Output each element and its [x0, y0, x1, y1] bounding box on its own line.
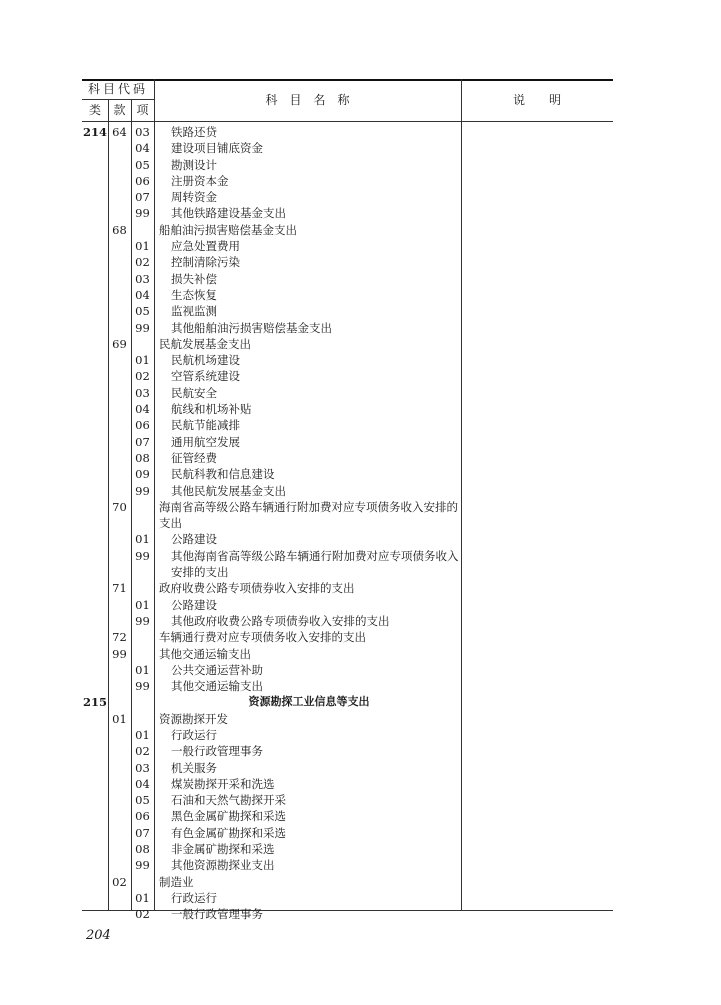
cell-xiang: 04	[135, 287, 150, 302]
cell-subject-name: 公路建设	[171, 597, 217, 612]
cell-kuan: 72	[112, 630, 127, 645]
table-row	[82, 727, 613, 743]
table-row	[82, 352, 613, 368]
cell-subject-name: 其他交通运输支出	[171, 679, 263, 694]
cell-xiang: 99	[135, 206, 150, 221]
cell-xiang: 01	[135, 239, 150, 254]
table-row	[82, 417, 613, 433]
cell-xiang: 05	[135, 157, 150, 172]
cell-xiang: 08	[135, 450, 150, 465]
cell-subject-name: 民航机场建设	[171, 353, 240, 368]
cell-xiang: 09	[135, 467, 150, 482]
cell-subject-name: 石油和天然气勘探开采	[171, 793, 286, 808]
cell-xiang: 08	[135, 842, 150, 857]
cell-xiang: 07	[135, 825, 150, 840]
cell-xiang: 06	[135, 809, 150, 824]
table-row	[82, 613, 613, 629]
cell-kuan: 99	[112, 646, 127, 661]
cell-subject-name: 控制清除污染	[171, 255, 240, 270]
table-row	[82, 906, 613, 922]
table-row	[82, 222, 613, 238]
table-row	[82, 140, 613, 156]
table-row	[82, 890, 613, 906]
table-row	[82, 597, 613, 613]
cell-subject-name: 海南省高等级公路车辆通行附加费对应专项债务收入安排的支出	[159, 499, 458, 531]
cell-subject-name: 民航安全	[171, 385, 217, 400]
cell-xiang: 01	[135, 890, 150, 905]
cell-xiang: 99	[135, 320, 150, 335]
table-row	[82, 483, 613, 499]
cell-kuan: 64	[112, 125, 127, 139]
cell-xiang: 01	[135, 662, 150, 677]
table-row	[82, 303, 613, 319]
cell-subject-name: 非金属矿勘探和采选	[171, 842, 275, 857]
cell-subject-name: 其他政府收费公路专项债券收入安排的支出	[171, 613, 390, 628]
table-row	[82, 287, 613, 303]
cell-xiang: 01	[135, 727, 150, 742]
cell-subject-name: 行政运行	[171, 727, 217, 742]
cell-xiang: 07	[135, 434, 150, 449]
cell-subject-name: 周转资金	[171, 190, 217, 205]
cell-subject-name: 政府收费公路专项债券收入安排的支出	[159, 581, 355, 596]
table-row	[82, 548, 613, 581]
table-row	[82, 385, 613, 401]
cell-xiang: 99	[135, 548, 150, 563]
cell-subject-name: 其他资源勘探业支出	[171, 858, 275, 873]
cell-subject-name: 监视监测	[171, 304, 217, 319]
table-row	[82, 336, 613, 352]
table-row	[82, 450, 613, 466]
cell-subject-name: 民航科教和信息建设	[171, 467, 275, 482]
table-top-rule	[82, 79, 613, 81]
table-row	[82, 531, 613, 547]
table-row	[82, 254, 613, 270]
cell-subject-name: 其他交通运输支出	[159, 646, 251, 661]
cell-subject-name: 黑色金属矿勘探和采选	[171, 809, 286, 824]
cell-subject-name: 生态恢复	[171, 287, 217, 302]
cell-xiang: 03	[135, 385, 150, 400]
cell-subject-name: 资源勘探开发	[159, 711, 228, 726]
header-note: 说 明	[512, 93, 561, 107]
table-body	[82, 124, 613, 923]
table-row	[82, 173, 613, 189]
table-row	[82, 694, 613, 710]
table-row	[82, 124, 613, 140]
table-row	[82, 368, 613, 384]
table-row	[82, 874, 613, 890]
cell-subject-name: 征管经费	[171, 450, 217, 465]
cell-xiang: 02	[135, 744, 150, 759]
header-lei: 类	[88, 103, 101, 117]
table-row	[82, 580, 613, 596]
cell-subject-name: 公共交通运营补助	[171, 662, 263, 677]
table-row	[82, 792, 613, 808]
cell-xiang: 02	[135, 255, 150, 270]
cell-subject-name: 通用航空发展	[171, 434, 240, 449]
table-row	[82, 760, 613, 776]
cell-subject-name: 其他铁路建设基金支出	[171, 206, 286, 221]
cell-xiang: 07	[135, 190, 150, 205]
table-row	[82, 776, 613, 792]
cell-xiang: 05	[135, 304, 150, 319]
cell-xiang: 99	[135, 679, 150, 694]
table-row	[82, 743, 613, 759]
table-row	[82, 401, 613, 417]
table-row	[82, 205, 613, 221]
cell-subject-name: 建设项目铺底资金	[171, 141, 263, 156]
table-row	[82, 678, 613, 694]
header-xiang: 项	[136, 103, 149, 117]
table-row	[82, 711, 613, 727]
table-row	[82, 238, 613, 254]
cell-xiang: 01	[135, 353, 150, 368]
cell-xiang: 02	[135, 907, 150, 922]
cell-subject-name: 勘测设计	[171, 157, 217, 172]
cell-subject-name: 资源勘探工业信息等支出	[248, 695, 370, 709]
cell-subject-name: 有色金属矿勘探和采选	[171, 825, 286, 840]
cell-subject-name: 民航发展基金支出	[159, 336, 251, 351]
table-row	[82, 434, 613, 450]
cell-subject-name: 行政运行	[171, 890, 217, 905]
cell-subject-name: 空管系统建设	[171, 369, 240, 384]
cell-kuan: 68	[112, 222, 127, 237]
cell-subject-name: 铁路还贷	[171, 125, 217, 139]
table-row	[82, 157, 613, 173]
cell-subject-name: 其他民航发展基金支出	[171, 483, 286, 498]
cell-xiang: 03	[135, 125, 150, 139]
table-row	[82, 320, 613, 336]
cell-xiang: 03	[135, 271, 150, 286]
header-bottom-rule	[82, 121, 613, 122]
table-row	[82, 662, 613, 678]
header-name: 科 目 名 称	[265, 93, 350, 107]
cell-subject-name: 公路建设	[171, 532, 217, 547]
cell-subject-name: 民航节能减排	[171, 418, 240, 433]
cell-subject-name: 船舶油污损害赔偿基金支出	[159, 222, 297, 237]
cell-subject-name: 损失补偿	[171, 271, 217, 286]
cell-xiang: 04	[135, 141, 150, 156]
table-row	[82, 825, 613, 841]
cell-xiang: 03	[135, 760, 150, 775]
cell-xiang: 99	[135, 483, 150, 498]
cell-xiang: 04	[135, 776, 150, 791]
cell-xiang: 06	[135, 418, 150, 433]
header-kuan: 款	[113, 103, 126, 117]
subject-code-table	[82, 79, 613, 922]
table-row	[82, 466, 613, 482]
cell-xiang: 01	[135, 532, 150, 547]
cell-subject-name: 应急处置费用	[171, 239, 240, 254]
cell-subject-name: 机关服务	[171, 760, 217, 775]
cell-kuan: 02	[112, 874, 127, 889]
header-code: 科目代码	[87, 82, 148, 96]
cell-lei: 215	[82, 695, 107, 710]
cell-xiang: 02	[135, 369, 150, 384]
table-row	[82, 271, 613, 287]
cell-subject-name: 一般行政管理事务	[171, 744, 263, 759]
cell-subject-name: 车辆通行费对应专项债务收入安排的支出	[159, 630, 366, 645]
cell-subject-name: 其他海南省高等级公路车辆通行附加费对应专项债务收入安排的支出	[171, 548, 459, 580]
table-row	[82, 499, 613, 532]
cell-xiang: 99	[135, 858, 150, 873]
cell-xiang: 04	[135, 402, 150, 417]
table-row	[82, 808, 613, 824]
cell-kuan: 69	[112, 336, 127, 351]
cell-subject-name: 航线和机场补贴	[171, 402, 252, 417]
cell-subject-name: 其他船舶油污损害赔偿基金支出	[171, 320, 332, 335]
cell-kuan: 71	[112, 581, 127, 596]
cell-lei: 214	[82, 125, 107, 139]
table-row	[82, 857, 613, 873]
table-row	[82, 189, 613, 205]
cell-subject-name: 制造业	[159, 874, 194, 889]
cell-xiang: 06	[135, 173, 150, 188]
table-row	[82, 646, 613, 662]
cell-kuan: 01	[112, 711, 127, 726]
cell-xiang: 99	[135, 613, 150, 628]
cell-xiang: 05	[135, 793, 150, 808]
cell-kuan: 70	[112, 499, 127, 514]
table-row	[82, 841, 613, 857]
table-row	[82, 629, 613, 645]
cell-subject-name: 一般行政管理事务	[171, 907, 263, 922]
page-number: 204	[86, 928, 111, 943]
cell-subject-name: 注册资本金	[171, 173, 229, 188]
cell-xiang: 01	[135, 597, 150, 612]
cell-subject-name: 煤炭勘探开采和洗选	[171, 776, 275, 791]
